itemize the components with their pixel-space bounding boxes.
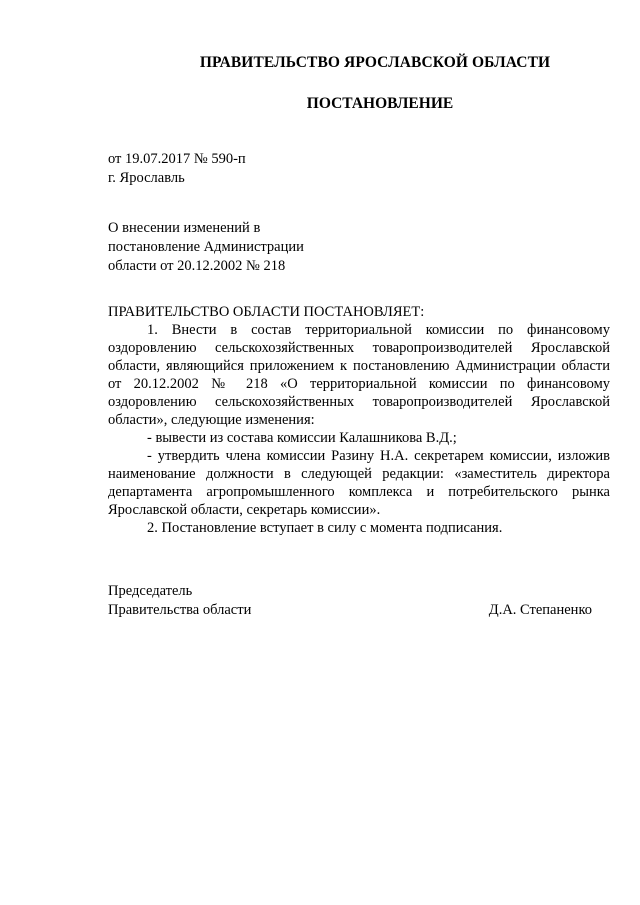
signer-name: Д.А. Степаненко <box>488 602 592 618</box>
item-2-paragraph: 2. Постановление вступает в силу с момента подписания. <box>147 520 503 536</box>
signer-title-line-2: Правительства области <box>108 602 252 618</box>
city: г. Ярославль <box>108 170 185 186</box>
document-body <box>108 303 610 537</box>
subject-line-3: области от 20.12.2002 № 218 <box>108 258 286 274</box>
organization-heading: ПРАВИТЕЛЬСТВО ЯРОСЛАВСКОЙ ОБЛАСТИ <box>199 54 551 71</box>
date-number: от 19.07.2017 № 590-п <box>108 151 246 167</box>
preamble: ПРАВИТЕЛЬСТВО ОБЛАСТИ ПОСТАНОВЛЯЕТ: <box>108 304 425 320</box>
subject-line-2: постановление Администрации <box>108 239 304 255</box>
document-subject <box>108 219 304 276</box>
signature-block <box>108 582 592 620</box>
dash-item-1: - вывести из состава комиссии Калашникова В.Д.; <box>147 430 457 446</box>
subject-line-1: О внесении изменений в <box>108 220 261 236</box>
dash-item-2: - утвердить члена комиссии Разину Н.А. секретарем комиссии, изложив наименование должности в следующей редакции: «заместитель директора департамента агропромышленного комплекса и потребительского рынка Ярославской области, секретарь комиссии». <box>108 448 610 518</box>
document-meta <box>108 150 246 188</box>
document-type-heading: ПОСТАНОВЛЕНИЕ <box>306 95 454 112</box>
signature-row <box>108 601 592 620</box>
signer-title-line-1: Председатель <box>108 583 193 599</box>
item-1-paragraph: 1. Внести в состав территориальной комиссии по финансовому оздоровлению сельскохозяйственных товаропроизводителей Ярославской области, являющийся приложением к постановлению Администрации области от 20.12.2002 № 218 «О территориальной комиссии по финансовому оздоровлению сельскохозяйственных товаропроизводителей Ярославской области», следующие изменения: <box>108 322 610 428</box>
